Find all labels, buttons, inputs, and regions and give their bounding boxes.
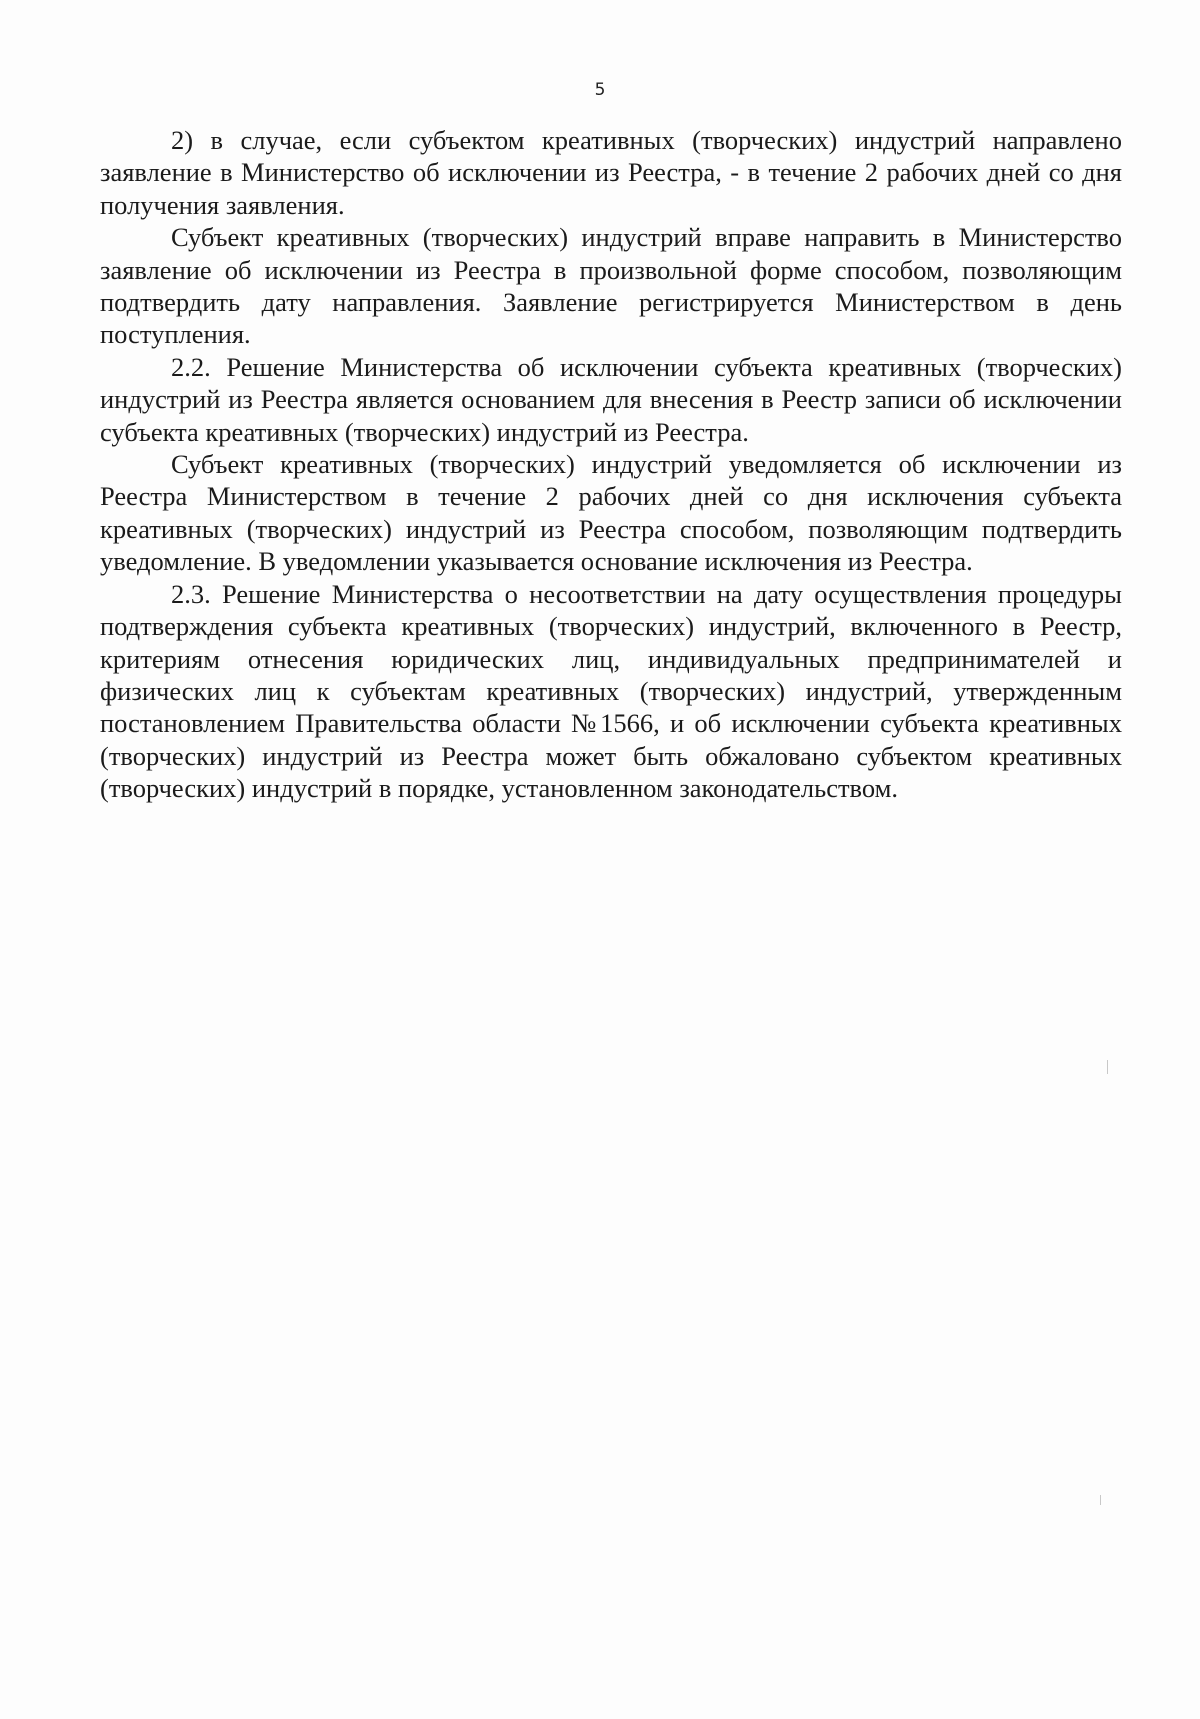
scan-artifact [1107, 1060, 1108, 1074]
scan-artifact [1100, 1495, 1101, 1505]
paragraph-notification: Субъект креативных (творческих) индустрий уведомляется об исключении из Реестра Министерством в течение 2 рабочих дней со дня исключения субъекта креативных (творческих) индустрий из Реестра способом, позволяющим подтвердить уведомление. В уведомлении указывается основание исключения из Реестра. [100, 449, 1122, 577]
paragraph-application-submission: Субъект креативных (творческих) индустрий вправе направить в Министерство заявление об исключении из Реестра в произвольной форме способом, позволяющим подтвердить дату направления. Заявление регистрируется Министерством в день поступления. [100, 222, 1122, 350]
page-number: 5 [594, 80, 606, 100]
paragraph-item-2-exclusion-deadline: 2) в случае, если субъектом креативных (творческих) индустрий направлено заявление в Министерство об исключении из Реестра, - в течение 2 рабочих дней со дня получения заявления. [100, 125, 1122, 220]
paragraph-2-2-decision-basis: 2.2. Решение Министерства об исключении субъекта креативных (творческих) индустрий из Реестра является основанием для внесения в Реестр записи об исключении субъекта креативных (творческих) индустрий из Реестра. [100, 351, 1122, 447]
paragraph-2-3-appeal: 2.3. Решение Министерства о несоответствии на дату осуществления процедуры подтверждения субъекта креативных (творческих) индустрий, включенного в Реестр, критериям отнесения юридических лиц, индивидуальных предпринимателей и физических лиц к субъектам креативных (творческих) индустрий, утвержденным постановлением Правительства области №1566, и об исключении субъекта креативных (творческих) индустрий из Реестра может быть обжаловано субъектом креативных (творческих) индустрий в порядке, установленном законодательством. [100, 578, 1122, 804]
document-body [100, 124, 1122, 805]
